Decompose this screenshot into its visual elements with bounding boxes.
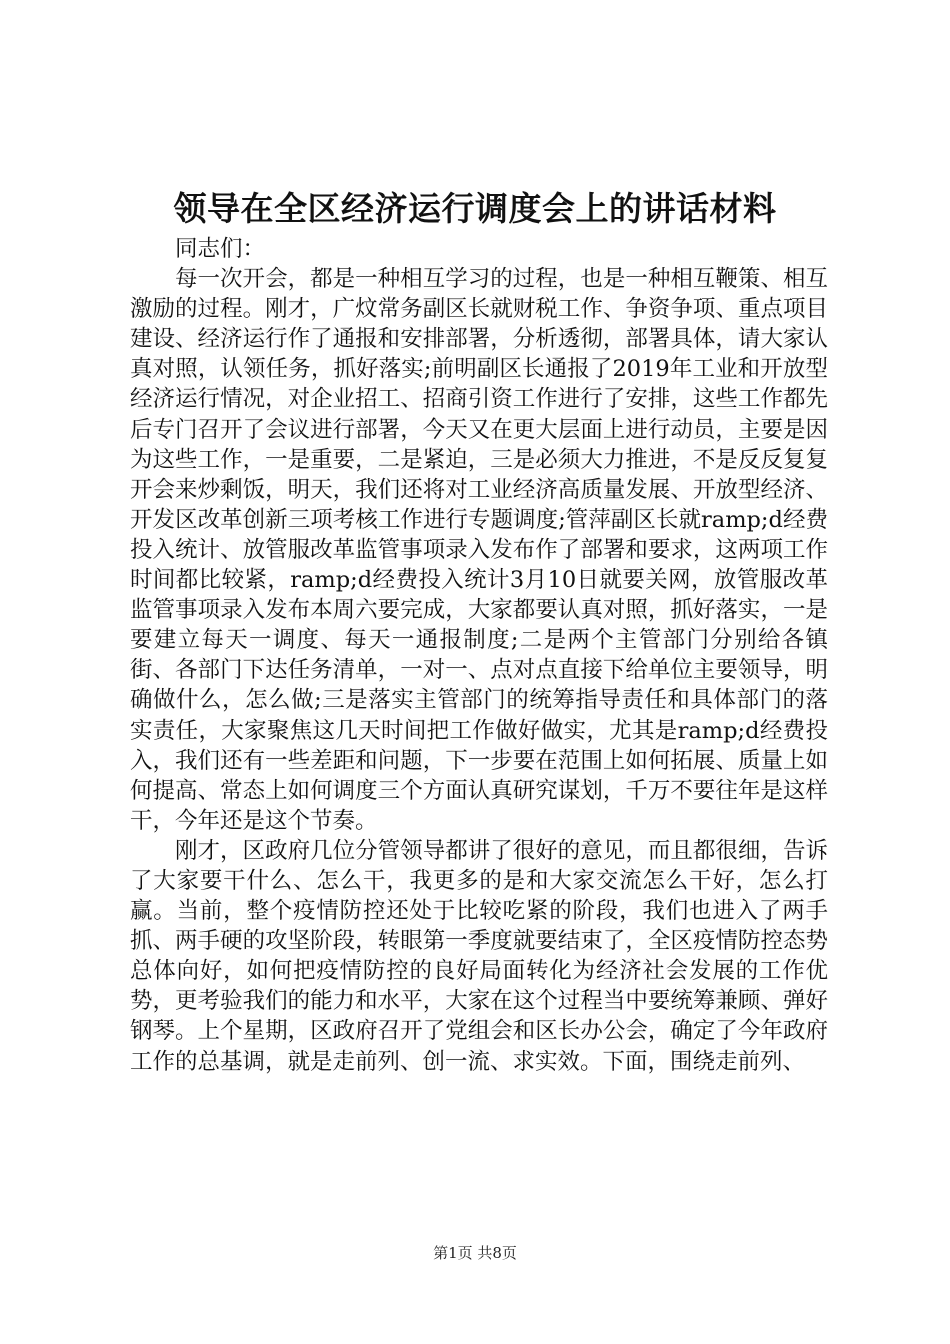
document-body	[130, 234, 828, 1077]
paragraph-2: 刚才，区政府几位分管领导都讲了很好的意见，而且都很细，告诉了大家要干什么、怎么干，我更多的是和大家交流怎么干好，怎么打赢。当前，整个疫情防控还处于比较吃紧的阶段，我们也进入了两手抓、两手硬的攻坚阶段，转眼第一季度就要结束了，全区疫情防控态势总体向好，如何把疫情防控的良好局面转化为经济社会发展的工作优势，更考验我们的能力和水平，大家在这个过程当中要统筹兼顾、弹好钢琴。上个星期，区政府召开了党组会和区长办公会，确定了今年政府工作的总基调，就是走前列、创一流、求实效。下面，围绕走前列、	[130, 837, 828, 1075]
document-title: 领导在全区经济运行调度会上的讲话材料	[173, 189, 777, 228]
page-indicator: 第1页 共8页	[433, 1244, 517, 1262]
salutation: 同志们：	[175, 236, 266, 262]
page-footer	[0, 1242, 950, 1264]
paragraph-1: 每一次开会，都是一种相互学习的过程，也是一种相互鞭策、相互激励的过程。刚才，广炆常务副区长就财税工作、争资争项、重点项目建设、经济运行作了通报和安排部署，分析透彻，部署具体，请大家认真对照，认领任务，抓好落实;前明副区长通报了2019年工业和开放型经济运行情况，对企业招工、招商引资工作进行了安排，这些工作都先后专门召开了会议进行部署，今天又在更大层面上进行动员，主要是因为这些工作，一是重要，二是紧迫，三是必须大力推进，不是反反复复开会来炒剩饭，明天，我们还将对工业经济高质量发展、开放型经济、开发区改革创新三项考核工作进行专题调度;管萍副区长就ramp;d经费投入统计、放管服改革监管事项录入发布作了部署和要求，这两项工作时间都比较紧，ramp;d经费投入统计3月10日就要关网，放管服改革监管事项录入发布本周六要完成，大家都要认真对照，抓好落实，一是要建立每天一调度、每天一通报制度;二是两个主管部门分别给各镇街、各部门下达任务清单，一对一、点对点直接下给单位主要领导，明确做什么，怎么做;三是落实主管部门的统筹指导责任和具体部门的落实责任，大家聚焦这几天时间把工作做好做实，尤其是ramp;d经费投入，我们还有一些差距和问题，下一步要在范围上如何拓展、质量上如何提高、常态上如何调度三个方面认真研究谋划，千万不要往年是这样干，今年还是这个节奏。	[130, 266, 828, 834]
